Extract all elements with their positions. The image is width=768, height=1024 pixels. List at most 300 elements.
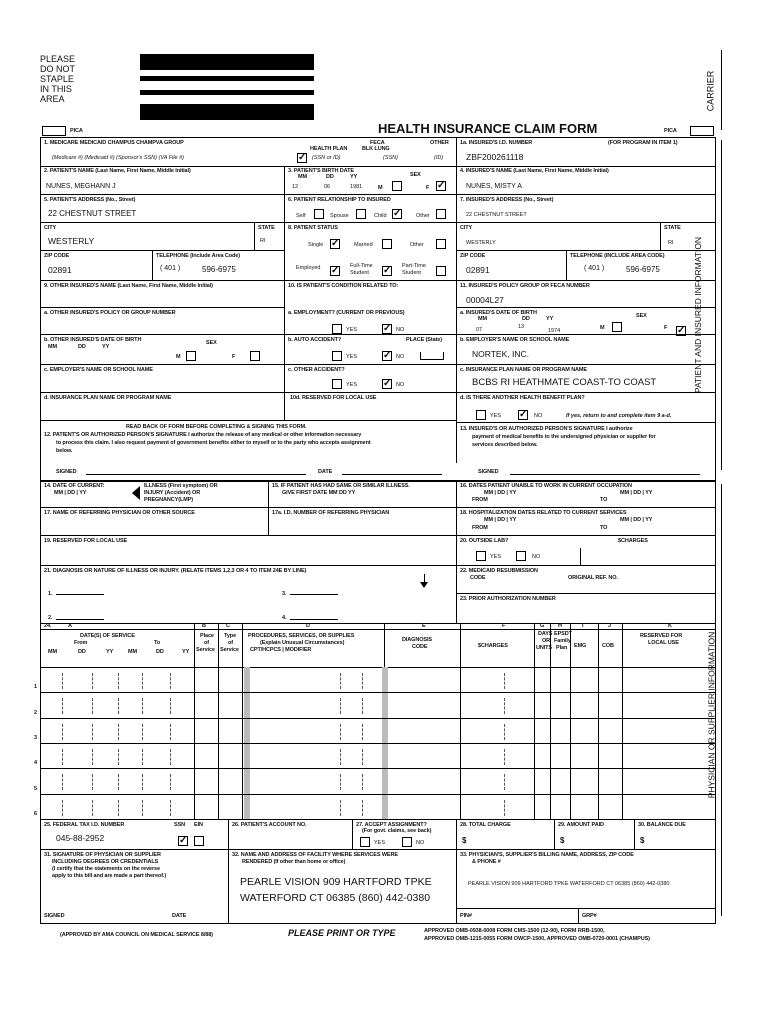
staple-line: IN THIS	[40, 84, 72, 94]
item10d-label: 10d. RESERVED FOR LOCAL USE	[290, 395, 377, 401]
item11-label: 11. INSURED'S POLICY GROUP OR FECA NUMBER	[460, 283, 590, 289]
row-number: 4	[34, 760, 37, 767]
status-single: Single	[308, 242, 324, 248]
item3-sex: SEX	[410, 172, 421, 178]
assign-no-checkbox[interactable]	[402, 837, 412, 847]
employment-no-checkbox[interactable]: ✓	[383, 323, 392, 334]
item31-date: DATE	[172, 913, 187, 919]
insured-name-value: NUNES, MISTY A	[466, 183, 522, 190]
item11a-label: a. INSURED'S DATE OF BIRTH	[460, 310, 537, 316]
divider	[40, 565, 716, 566]
modifier-separator	[340, 749, 341, 765]
grp-label: GRP#	[582, 913, 597, 919]
divider	[40, 535, 716, 536]
item3-yy: YY	[350, 174, 358, 180]
date-separator	[62, 774, 63, 790]
insured-birth-yy: 1974	[548, 328, 561, 334]
diag-4: 4.	[282, 615, 287, 621]
state-label: STATE	[258, 225, 275, 231]
date-separator	[92, 749, 93, 765]
item1-feca: FECA	[370, 140, 385, 146]
zip-label: ZIP CODE	[44, 253, 70, 259]
item17-label: 17. NAME OF REFERRING PHYSICIAN OR OTHER SOURCE	[44, 510, 195, 516]
place-header-3: Service	[196, 647, 215, 653]
other-plan-no: NO	[534, 413, 543, 419]
table-column-line	[550, 623, 551, 819]
table-header-line	[40, 629, 716, 630]
lab-no: NO	[532, 554, 541, 560]
place-header: Place	[200, 633, 214, 639]
column-letter: K	[668, 623, 672, 629]
item24-label: 24.	[44, 623, 52, 629]
charge-separator	[504, 774, 505, 790]
pin-label: PIN#	[460, 913, 472, 919]
modifier-separator	[362, 800, 363, 816]
auto-no-checkbox[interactable]: ✓	[383, 350, 392, 361]
divider	[456, 908, 716, 909]
table-column-line	[598, 623, 599, 819]
other-sex-m-checkbox[interactable]	[186, 351, 196, 361]
diag-3-line[interactable]	[290, 594, 338, 595]
item14-label: 14. DATE OF CURRENT:	[44, 483, 105, 489]
city-label: CITY	[44, 225, 57, 231]
status-pt-checkbox[interactable]	[436, 266, 446, 276]
item27-label: 27. ACCEPT ASSIGNMENT?	[356, 822, 427, 828]
divider	[152, 250, 153, 280]
charge-separator	[504, 673, 505, 689]
item28-label: 28. TOTAL CHARGE	[460, 822, 511, 828]
diag-4-line[interactable]	[290, 619, 338, 620]
sig12-signed: SIGNED	[56, 469, 77, 475]
item25-ein: EIN	[194, 822, 203, 828]
item12-l3: below.	[56, 448, 73, 454]
column-letter: C	[226, 623, 230, 629]
procedures-header-2: (Explain Unusual Circumstances)	[260, 640, 345, 646]
item20-label: 20. OUTSIDE LAB?	[460, 538, 509, 544]
divider	[284, 392, 285, 420]
date-separator	[62, 724, 63, 740]
charges-header: $CHARGES	[478, 643, 508, 649]
modifier-separator	[362, 724, 363, 740]
date-separator	[92, 698, 93, 714]
item30-dollar: $	[640, 836, 645, 845]
divider	[40, 849, 716, 850]
status-pt: Part-Time	[402, 263, 426, 269]
epsdt-header-2: Family	[554, 638, 571, 644]
date-separator	[142, 698, 143, 714]
divider	[634, 819, 635, 849]
divider	[40, 280, 716, 281]
modifier-separator	[362, 673, 363, 689]
patient-city: WESTERLY	[48, 236, 95, 246]
date-separator	[142, 749, 143, 765]
item15-b: GIVE FIRST DATE MM DD YY	[282, 490, 356, 496]
other-plan-yes-checkbox[interactable]	[476, 410, 486, 420]
dates-from: From	[74, 640, 88, 646]
insured-state: RI	[668, 240, 674, 246]
other-plan-note: If yes, return to and complete item 9 a-d.	[566, 413, 672, 419]
divider	[660, 222, 661, 250]
item9b-m: M	[176, 354, 181, 360]
place-state-field[interactable]	[420, 352, 444, 360]
date-separator	[62, 800, 63, 816]
item21-label: 21. DIAGNOSIS OR NATURE OF ILLNESS OR INJURY. (RELATE ITEMS 1,2,3 OR 4 TO ITEM 24E BY LINE)	[44, 568, 307, 574]
item14-mmddyy: MM | DD | YY	[54, 490, 87, 496]
item9-label: 9. OTHER INSURED'S NAME (Last Name, First Name, Middle Initial)	[44, 283, 213, 289]
row-number: 1	[34, 684, 37, 691]
date-separator	[170, 673, 171, 689]
rel-other-checkbox[interactable]	[436, 209, 446, 219]
physician-arrow-line	[721, 484, 722, 916]
birth-dd: 06	[324, 184, 331, 190]
date-column-header: DD	[78, 649, 86, 655]
item11a-yy: YY	[546, 316, 554, 322]
signature-line[interactable]	[86, 474, 306, 475]
item29-dollar: $	[560, 836, 565, 845]
table-column-line	[242, 623, 243, 819]
date-separator	[170, 749, 171, 765]
other-acc-yes: YES	[346, 382, 358, 388]
sex-f-label: F	[426, 185, 430, 191]
insured-tel-label: TELEPHONE (INCLUDE AREA CODE)	[570, 253, 665, 259]
item32-label: 32. NAME AND ADDRESS OF FACILITY WHERE SERVICES WERE	[232, 852, 398, 858]
divider	[40, 480, 716, 482]
sex-m-checkbox[interactable]	[392, 181, 402, 191]
item25-label: 25. FEDERAL TAX I.D. NUMBER	[44, 822, 125, 828]
date-separator	[118, 774, 119, 790]
date-separator	[142, 800, 143, 816]
item1a-note: (FOR PROGRAM IN ITEM 1)	[608, 140, 678, 146]
item22-ref: ORIGINAL REF. NO.	[568, 575, 618, 581]
table-row	[40, 692, 716, 693]
item6-label: 6. PATIENT RELATIONSHIP TO INSURED	[288, 197, 391, 203]
item33-b: & PHONE #	[472, 859, 501, 865]
birth-mm: 12	[292, 184, 299, 190]
dates-of-service: DATE(S) OF SERVICE	[80, 633, 135, 639]
diag-1-line[interactable]	[56, 594, 104, 595]
days-header-2: OR	[542, 638, 551, 644]
other-plan-no-checkbox[interactable]: ✓	[519, 409, 528, 420]
item20-charges: $CHARGES	[618, 538, 648, 544]
diag-2-line[interactable]	[56, 619, 104, 620]
item22-label: 22. MEDICAID RESUBMISSION	[460, 568, 538, 574]
staple-line: DO NOT	[40, 64, 75, 74]
insured-phone: 596-6975	[626, 265, 660, 274]
date-separator	[170, 800, 171, 816]
item7-label: 7. INSURED'S ADDRESS (No., Street)	[460, 197, 554, 203]
cob-header: COB	[602, 643, 614, 649]
item1-other: OTHER	[430, 140, 449, 146]
item25-ssn: SSN	[174, 822, 186, 828]
epsdt-header-3: Plan	[556, 645, 568, 651]
item1-subs-b: (SSN or ID)	[312, 155, 341, 161]
rel-spouse-checkbox[interactable]	[356, 209, 366, 219]
table-row	[40, 768, 716, 769]
divider	[228, 819, 229, 923]
divider	[268, 480, 269, 508]
insured-state-label: STATE	[664, 225, 681, 231]
divider	[456, 593, 716, 594]
item4-label: 4. INSURED'S NAME (Last Name, First Name, Middle Initial)	[460, 168, 609, 174]
auto-yes: YES	[346, 354, 358, 360]
item11c-label: c. INSURANCE PLAN NAME OR PROGRAM NAME	[460, 367, 587, 373]
reserved-header: RESERVED FOR	[640, 633, 683, 639]
item14-d: PREGNANCY(LMP)	[144, 497, 194, 503]
item10b-label: b. AUTO ACCIDENT?	[288, 337, 342, 343]
date-separator	[170, 698, 171, 714]
column-letter: H	[558, 623, 562, 629]
arrow-down-icon	[424, 574, 425, 582]
item1-label: 1. MEDICARE MEDICAID CHAMPUS CHAMPVA GROUP	[44, 140, 184, 146]
footer-print: PLEASE PRINT OR TYPE	[288, 928, 396, 938]
patient-phone: 596-6975	[202, 265, 236, 274]
item1-subs: (Medicare #) (Medicaid #) (Sponsor's SSN) (VA File #)	[52, 155, 184, 161]
carrier-arrow-line	[721, 50, 722, 130]
lab-no-checkbox[interactable]	[516, 551, 526, 561]
item26-label: 26. PATIENT'S ACCOUNT NO.	[232, 822, 307, 828]
diagnosis-header-2: CODE	[412, 644, 428, 650]
lab-yes-checkbox[interactable]	[476, 551, 486, 561]
sex-f-checkbox[interactable]: ✓	[437, 180, 446, 191]
status-ft: Full-Time	[350, 263, 373, 269]
status-single-checkbox[interactable]: ✓	[331, 238, 340, 249]
divider	[554, 819, 555, 849]
item16-from: FROM	[472, 497, 488, 503]
item11a-sex: SEX	[636, 313, 647, 319]
table-header-line	[40, 667, 716, 668]
pica-right: PICA	[664, 128, 677, 134]
carrier-label: CARRIER	[705, 70, 716, 112]
place-header-2: of	[204, 640, 209, 646]
status-ft-checkbox[interactable]: ✓	[331, 265, 340, 276]
item27-sub: (For govt. claims, see back)	[362, 828, 432, 834]
tel-label: TELEPHONE (Include Area Code)	[156, 253, 240, 259]
item1-label-b: HEALTH PLAN	[310, 146, 348, 152]
insured-birth-mm: 07	[476, 327, 483, 333]
table-row	[40, 794, 716, 795]
modifier-separator	[340, 673, 341, 689]
item1-feca-b: BLK LUNG	[362, 146, 390, 152]
item18-mm2: MM | DD | YY	[620, 517, 653, 523]
item31-signed: SIGNED	[44, 913, 65, 919]
table-column-line	[218, 623, 219, 819]
status-ft2: Student	[350, 270, 369, 276]
modifier-separator	[340, 774, 341, 790]
arrow-left-icon	[132, 486, 140, 500]
item29-label: 29. AMOUNT PAID	[558, 822, 604, 828]
status-pt2: Student	[402, 270, 421, 276]
other-acc-yes-checkbox[interactable]	[332, 379, 342, 389]
date-column-header: YY	[182, 649, 190, 655]
date-line[interactable]	[342, 474, 442, 475]
date-separator	[62, 749, 63, 765]
date-separator	[118, 749, 119, 765]
table-row	[40, 743, 716, 744]
footer-omb1: APPROVED OMB-0938-0008 FORM CMS-1500 (12-90), FORM RRB-1500,	[424, 928, 605, 934]
column-letter: E	[422, 623, 426, 629]
table-row	[40, 718, 716, 719]
insured-id-value: ZBF200261118	[466, 152, 524, 162]
status-married: Married	[354, 242, 373, 248]
item9b-mm: MM	[48, 344, 57, 350]
diag-2: 2.	[48, 615, 53, 621]
other-sex-f-checkbox[interactable]	[250, 351, 260, 361]
status-married-checkbox[interactable]	[382, 239, 392, 249]
patient-state: RI	[260, 238, 266, 244]
insured-sex-m-checkbox[interactable]	[612, 322, 622, 332]
footer-approved: (APPROVED BY AMA COUNCIL ON MEDICAL SERVICE 8/88)	[60, 932, 213, 938]
divider	[456, 137, 457, 463]
charge-separator	[504, 724, 505, 740]
item9b-yy: YY	[102, 344, 110, 350]
date-separator	[142, 724, 143, 740]
insured-zip-label: ZIP CODE	[460, 253, 486, 259]
signature-line[interactable]	[510, 474, 700, 475]
staple-line: PLEASE	[40, 54, 76, 64]
date-separator	[142, 774, 143, 790]
ein-checkbox[interactable]	[194, 836, 204, 846]
item18-mm1: MM | DD | YY	[484, 517, 517, 523]
assign-yes-checkbox[interactable]	[360, 837, 370, 847]
divider	[566, 250, 567, 280]
table-column-line	[194, 623, 195, 819]
diag-1: 1.	[48, 591, 53, 597]
epsdt-header: EPSDT	[554, 631, 572, 637]
item3-label: 3. PATIENT'S BIRTH DATE	[288, 168, 354, 174]
divider	[40, 364, 716, 365]
status-other: Other	[410, 242, 424, 248]
side-label-physician: PHYSICIAN OR SUPPLIER INFORMATION	[706, 631, 717, 799]
item3-mm: MM	[298, 174, 307, 180]
divider	[352, 819, 353, 849]
modifier-separator	[362, 774, 363, 790]
item28-dollar: $	[462, 836, 467, 845]
divider	[456, 307, 716, 308]
modifier-separator	[362, 749, 363, 765]
charge-separator	[504, 698, 505, 714]
item9a-label: a. OTHER INSURED'S POLICY OR GROUP NUMBER	[44, 310, 176, 316]
divider	[40, 420, 456, 421]
divider	[40, 334, 716, 335]
reserved-header-2: LOCAL USE	[648, 640, 679, 646]
item33-label: 33. PHYSICIAN'S, SUPPLIER'S BILLING NAME, ADDRESS, ZIP CODE	[460, 852, 634, 858]
item9b-dd: DD	[78, 344, 86, 350]
table-column-line	[570, 623, 571, 819]
rel-self-checkbox[interactable]	[314, 209, 324, 219]
divider	[580, 548, 581, 565]
date-separator	[118, 800, 119, 816]
days-header: DAYS	[538, 631, 553, 637]
diagnosis-header: DIAGNOSIS	[402, 637, 432, 643]
patient-area: ( 401 )	[160, 265, 181, 272]
item10c-label: c. OTHER ACCIDENT?	[288, 367, 345, 373]
divider	[284, 166, 285, 392]
other-acc-no: NO	[396, 382, 405, 388]
item13-l1: 13. INSURED'S OR AUTHORIZED PERSON'S SIGNATURE I authorize	[460, 426, 633, 432]
item10a-label: a. EMPLOYMENT? (CURRENT OR PREVIOUS)	[288, 310, 405, 316]
group-health-checkbox[interactable]: ✓	[298, 152, 307, 163]
column-letter: D	[306, 623, 310, 629]
divider	[268, 507, 269, 535]
table-column-line	[534, 623, 535, 819]
type-header-3: Service	[220, 647, 239, 653]
redaction-bar	[140, 76, 314, 81]
column-letter: G	[540, 623, 545, 629]
item31-d: apply to this bill and are made a part thereof.)	[52, 873, 167, 879]
pica-left: PICA	[70, 128, 83, 134]
procedures-header-3: CPT/HCPCS | MODIFIER	[250, 647, 312, 653]
date-column-header: MM	[128, 649, 137, 655]
column-letter: I	[582, 623, 584, 629]
date-separator	[118, 724, 119, 740]
redaction-bar	[140, 54, 314, 70]
divider	[40, 507, 716, 508]
item12-l2: to process this claim. I also request payment of government benefits either to myself or to the party who accepts assignment	[56, 440, 371, 446]
procedures-header: PROCEDURES, SERVICES, OR SUPPLIES	[248, 633, 355, 639]
insured-sex-m: M	[600, 325, 605, 331]
policy-value: 00004L27	[466, 295, 504, 305]
side-label-patient: PATIENT AND INSURED INFORMATION	[693, 236, 704, 394]
billing-value: PEARLE VISION 909 HARTFORD TPKE WATERFORD CT 06385 (860) 442-0380	[468, 881, 670, 887]
item9b-sex: SEX	[206, 340, 217, 346]
item11b-label: b. EMPLOYER'S NAME OR SCHOOL NAME	[460, 337, 570, 343]
divider	[40, 819, 716, 820]
item3-dd: DD	[326, 174, 334, 180]
insured-address-value: 22 CHESTNUT STREET	[466, 212, 527, 218]
divider	[40, 250, 284, 251]
form-title: HEALTH INSURANCE CLAIM FORM	[378, 121, 598, 136]
status-other-checkbox[interactable]	[436, 239, 446, 249]
item13-l3: services described below.	[472, 442, 538, 448]
other-acc-no-checkbox[interactable]: ✓	[383, 378, 392, 389]
divider	[456, 250, 716, 251]
patient-zip: 02891	[48, 265, 72, 275]
item31-b: INCLUDING DEGREES OR CREDENTIALS	[52, 859, 159, 865]
insured-sex-f-checkbox[interactable]: ✓	[677, 325, 686, 336]
modifier-separator	[340, 724, 341, 740]
ssn-checkbox[interactable]: ✓	[179, 835, 188, 846]
patient-name-value: NUNES, MEGHANN J	[46, 183, 116, 190]
footer-omb2: APPROVED OMB-1215-0055 FORM OWCP-1500, APPROVED OMB-0720-0001 (CHAMPUS)	[424, 936, 650, 942]
item8-label: 8. PATIENT STATUS	[288, 225, 338, 231]
pica-box-right	[690, 126, 714, 136]
tax-id-value: 045-88-2952	[56, 833, 105, 843]
sig12-date: DATE	[318, 469, 333, 475]
item2-label: 2. PATIENT'S NAME (Last Name, First Name, Middle Initial)	[44, 168, 191, 174]
employment-yes: YES	[346, 327, 358, 333]
staple-line: STAPLE	[40, 74, 74, 84]
divider	[40, 307, 284, 308]
date-column-header: YY	[106, 649, 114, 655]
modifier-separator	[340, 698, 341, 714]
readback-note: READ BACK OF FORM BEFORE COMPLETING & SIGNING THIS FORM.	[126, 424, 307, 430]
employment-yes-checkbox[interactable]	[332, 324, 342, 334]
patient-address-value: 22 CHESTNUT STREET	[48, 209, 137, 218]
divider	[40, 222, 716, 223]
item19-label: 19. RESERVED FOR LOCAL USE	[44, 538, 128, 544]
item9c-label: c. EMPLOYER'S NAME OR SCHOOL NAME	[44, 367, 153, 373]
auto-yes-checkbox[interactable]	[332, 351, 342, 361]
item11a-dd: DD	[522, 316, 530, 322]
status-ft-student-checkbox[interactable]: ✓	[383, 265, 392, 276]
date-separator	[62, 698, 63, 714]
insured-birth-dd: 13	[518, 324, 525, 330]
rel-child-checkbox[interactable]: ✓	[393, 208, 402, 219]
divider	[578, 908, 579, 923]
column-letter: A	[68, 623, 72, 629]
charge-separator	[504, 800, 505, 816]
row-number: 3	[34, 734, 37, 741]
